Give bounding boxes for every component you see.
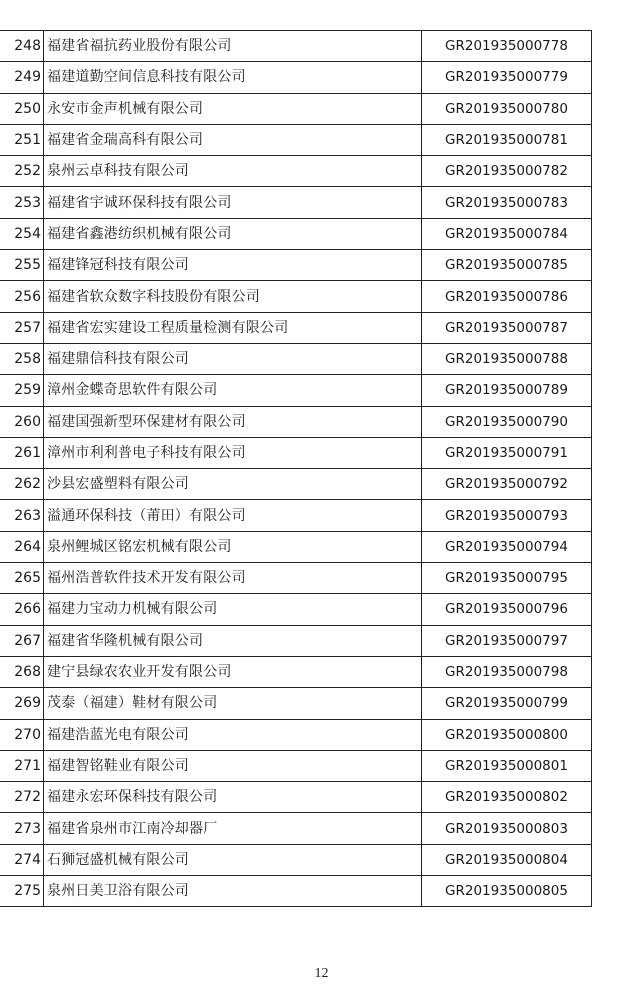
row-number: 265 — [0, 563, 44, 594]
company-name: 漳州金蝶奇思软件有限公司 — [44, 375, 422, 406]
row-number: 273 — [0, 813, 44, 844]
row-number: 254 — [0, 218, 44, 249]
company-name: 福建省鑫港纺织机械有限公司 — [44, 218, 422, 249]
company-name: 福建锋冠科技有限公司 — [44, 250, 422, 281]
row-number: 263 — [0, 500, 44, 531]
certificate-number: GR201935000793 — [422, 500, 592, 531]
row-number: 260 — [0, 406, 44, 437]
table-body — [0, 31, 592, 907]
certificate-number: GR201935000787 — [422, 312, 592, 343]
certificate-number: GR201935000797 — [422, 625, 592, 656]
row-number: 256 — [0, 281, 44, 312]
table-row — [0, 124, 592, 155]
company-name: 福建省华隆机械有限公司 — [44, 625, 422, 656]
certificate-number: GR201935000780 — [422, 93, 592, 124]
certificate-number: GR201935000800 — [422, 719, 592, 750]
company-name: 福建智铭鞋业有限公司 — [44, 750, 422, 781]
table-row — [0, 563, 592, 594]
company-name: 石狮冠盛机械有限公司 — [44, 844, 422, 875]
company-name: 福建国强新型环保建材有限公司 — [44, 406, 422, 437]
certificate-number: GR201935000796 — [422, 594, 592, 625]
row-number: 270 — [0, 719, 44, 750]
row-number: 253 — [0, 187, 44, 218]
certificate-number: GR201935000802 — [422, 782, 592, 813]
table-row — [0, 281, 592, 312]
row-number: 262 — [0, 469, 44, 500]
certificate-number: GR201935000784 — [422, 218, 592, 249]
row-number: 255 — [0, 250, 44, 281]
row-number: 249 — [0, 62, 44, 93]
certificate-number: GR201935000788 — [422, 343, 592, 374]
row-number: 274 — [0, 844, 44, 875]
company-name: 泉州云卓科技有限公司 — [44, 156, 422, 187]
table-row — [0, 218, 592, 249]
table-row — [0, 625, 592, 656]
certificate-number: GR201935000794 — [422, 531, 592, 562]
table-row — [0, 187, 592, 218]
table-row — [0, 719, 592, 750]
certificate-number: GR201935000786 — [422, 281, 592, 312]
row-number: 248 — [0, 31, 44, 62]
row-number: 275 — [0, 876, 44, 907]
table-row — [0, 500, 592, 531]
certificate-number: GR201935000795 — [422, 563, 592, 594]
certificate-number: GR201935000803 — [422, 813, 592, 844]
table-row — [0, 594, 592, 625]
row-number: 268 — [0, 656, 44, 687]
certificate-number: GR201935000805 — [422, 876, 592, 907]
row-number: 258 — [0, 343, 44, 374]
company-name: 茂泰（福建）鞋材有限公司 — [44, 688, 422, 719]
row-number: 259 — [0, 375, 44, 406]
company-name: 福建力宝动力机械有限公司 — [44, 594, 422, 625]
certificate-number: GR201935000798 — [422, 656, 592, 687]
row-number: 261 — [0, 437, 44, 468]
company-name: 溢通环保科技（莆田）有限公司 — [44, 500, 422, 531]
certificate-number: GR201935000790 — [422, 406, 592, 437]
certificate-number: GR201935000785 — [422, 250, 592, 281]
table-row — [0, 250, 592, 281]
company-name: 福建鼎信科技有限公司 — [44, 343, 422, 374]
company-name: 福建省软众数字科技股份有限公司 — [44, 281, 422, 312]
table-row — [0, 844, 592, 875]
certificate-number: GR201935000789 — [422, 375, 592, 406]
company-name: 福建省福抗药业股份有限公司 — [44, 31, 422, 62]
table-row — [0, 437, 592, 468]
certificate-number: GR201935000792 — [422, 469, 592, 500]
table-row — [0, 876, 592, 907]
row-number: 251 — [0, 124, 44, 155]
certificate-number: GR201935000804 — [422, 844, 592, 875]
row-number: 257 — [0, 312, 44, 343]
table-row — [0, 782, 592, 813]
row-number: 266 — [0, 594, 44, 625]
company-name: 福建省泉州市江南冷却器厂 — [44, 813, 422, 844]
company-name: 福建省宇诚环保科技有限公司 — [44, 187, 422, 218]
company-name: 福州浩普软件技术开发有限公司 — [44, 563, 422, 594]
table-row — [0, 375, 592, 406]
table-row — [0, 93, 592, 124]
certificate-number: GR201935000778 — [422, 31, 592, 62]
table-row — [0, 531, 592, 562]
table-row — [0, 813, 592, 844]
company-name: 福建道勤空间信息科技有限公司 — [44, 62, 422, 93]
table-row — [0, 469, 592, 500]
certificate-number: GR201935000783 — [422, 187, 592, 218]
row-number: 264 — [0, 531, 44, 562]
certificate-number: GR201935000799 — [422, 688, 592, 719]
company-name: 泉州鲤城区铭宏机械有限公司 — [44, 531, 422, 562]
company-name: 漳州市利利普电子科技有限公司 — [44, 437, 422, 468]
company-name: 福建省金瑞高科有限公司 — [44, 124, 422, 155]
certificate-number: GR201935000801 — [422, 750, 592, 781]
company-certificate-table — [0, 30, 592, 907]
company-name: 建宁县绿农农业开发有限公司 — [44, 656, 422, 687]
certificate-number: GR201935000781 — [422, 124, 592, 155]
company-name: 沙县宏盛塑料有限公司 — [44, 469, 422, 500]
row-number: 269 — [0, 688, 44, 719]
company-name: 福建省宏实建设工程质量检测有限公司 — [44, 312, 422, 343]
table-row — [0, 750, 592, 781]
row-number: 252 — [0, 156, 44, 187]
page-number: 12 — [314, 966, 329, 981]
row-number: 250 — [0, 93, 44, 124]
table-row — [0, 406, 592, 437]
table-row — [0, 62, 592, 93]
certificate-number: GR201935000779 — [422, 62, 592, 93]
row-number: 272 — [0, 782, 44, 813]
table-row — [0, 343, 592, 374]
table-row — [0, 31, 592, 62]
company-name: 福建浩蓝光电有限公司 — [44, 719, 422, 750]
company-name: 福建永宏环保科技有限公司 — [44, 782, 422, 813]
row-number: 271 — [0, 750, 44, 781]
certificate-number: GR201935000782 — [422, 156, 592, 187]
table-row — [0, 688, 592, 719]
certificate-number: GR201935000791 — [422, 437, 592, 468]
table-row — [0, 156, 592, 187]
company-name: 泉州日美卫浴有限公司 — [44, 876, 422, 907]
company-name: 永安市金声机械有限公司 — [44, 93, 422, 124]
table-row — [0, 312, 592, 343]
table-row — [0, 656, 592, 687]
row-number: 267 — [0, 625, 44, 656]
